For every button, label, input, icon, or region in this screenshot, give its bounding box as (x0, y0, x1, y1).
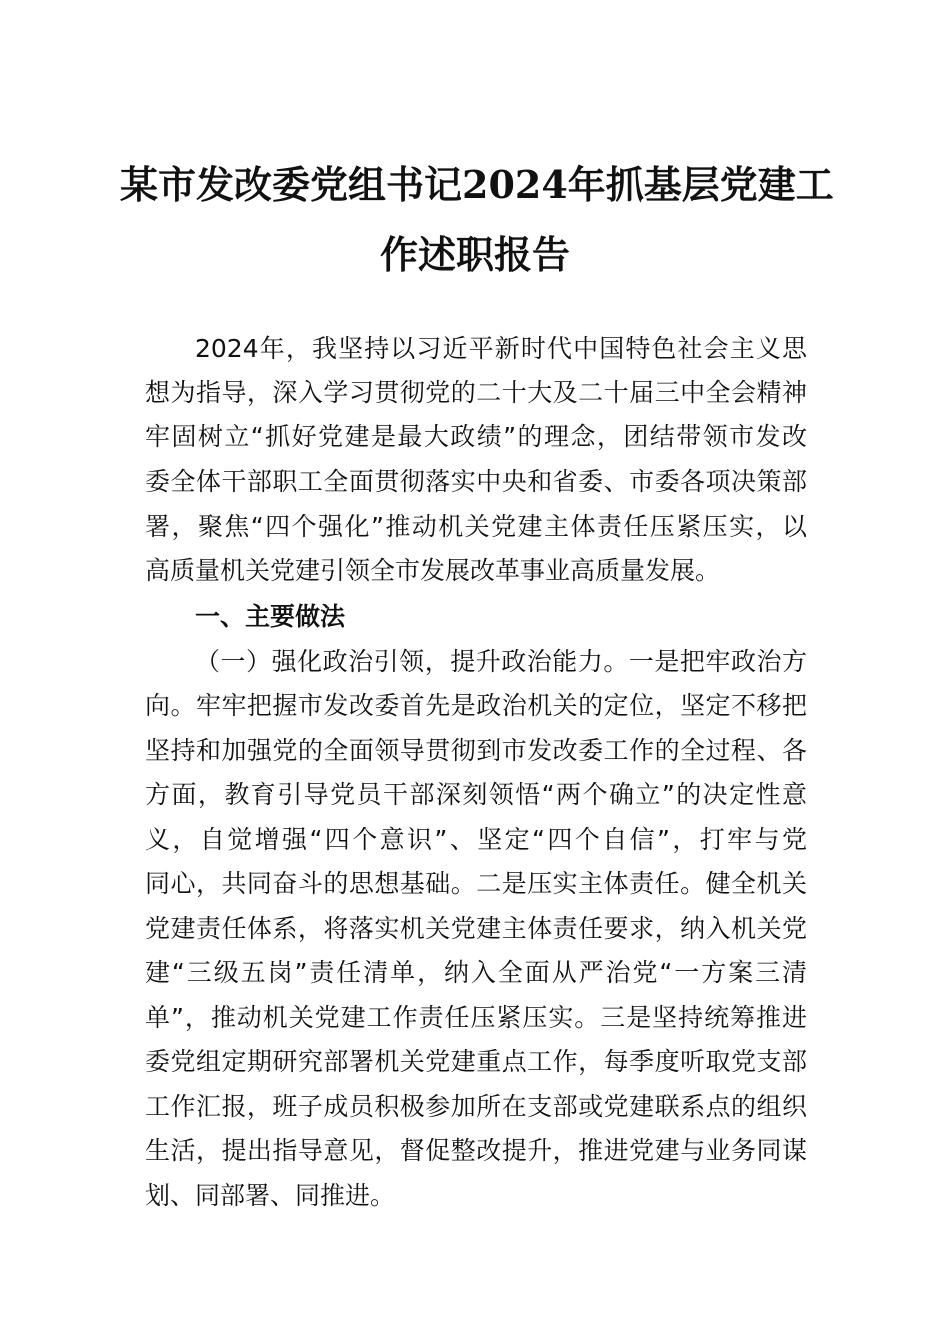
intro-line: 想为指导，深入学习贯彻党的二十大及二十届三中全会精神 (145, 378, 807, 407)
body-line: 单”，推动机关党建工作责任压紧压实。三是坚持统筹推进 (145, 1003, 807, 1032)
body-line: 委党组定期研究部署机关党建重点工作，每季度听取党支部 (145, 1047, 807, 1076)
body-line: 建“三级五岗”责任清单，纳入全面从严治党“一方案三清 (145, 958, 807, 987)
body-line: 工作汇报，班子成员积极参加所在支部或党建联系点的组织 (145, 1092, 807, 1121)
body-line: 同心，共同奋斗的思想基础。二是压实主体责任。健全机关 (145, 869, 807, 898)
body-line: 生活，提出指导意见，督促整改提升，推进党建与业务同谋 (145, 1136, 807, 1165)
body-line: 坚持和加强党的全面领导贯彻到市发改委工作的全过程、各 (145, 736, 807, 765)
body-line: 义，自觉增强“四个意识”、坚定“四个自信”，打牢与党 (145, 825, 807, 854)
section-heading: 一、主要做法 (195, 602, 346, 631)
intro-line: 署，聚焦“四个强化”推动机关党建主体责任压紧压实，以 (145, 512, 807, 541)
body-line: （一）强化政治引领，提升政治能力。一是把牢政治方 (195, 647, 807, 676)
intro-line: 牢固树立“抓好党建是最大政绩”的理念，团结带领市发改 (145, 422, 807, 451)
intro-line: 委全体干部职工全面贯彻落实中央和省委、市委各项决策部 (145, 467, 807, 496)
document-title-line-1: 某市发改委党组书记2024年抓基层党建工 (120, 162, 834, 207)
intro-line: 高质量机关党建引领全市发展改革事业高质量发展。 (145, 556, 721, 585)
body-line: 方面，教育引导党员干部深刻领悟“两个确立”的决定性意 (145, 780, 807, 809)
intro-line: 2024年，我坚持以习近平新时代中国特色社会主义思 (195, 334, 807, 363)
body-line: 划、同部署、同推进。 (145, 1181, 396, 1210)
body-line: 党建责任体系，将落实机关党建主体责任要求，纳入机关党 (145, 914, 807, 943)
document-title-line-2: 作述职报告 (379, 232, 570, 277)
body-line: 向。牢牢把握市发改委首先是政治机关的定位，坚定不移把 (145, 691, 807, 720)
